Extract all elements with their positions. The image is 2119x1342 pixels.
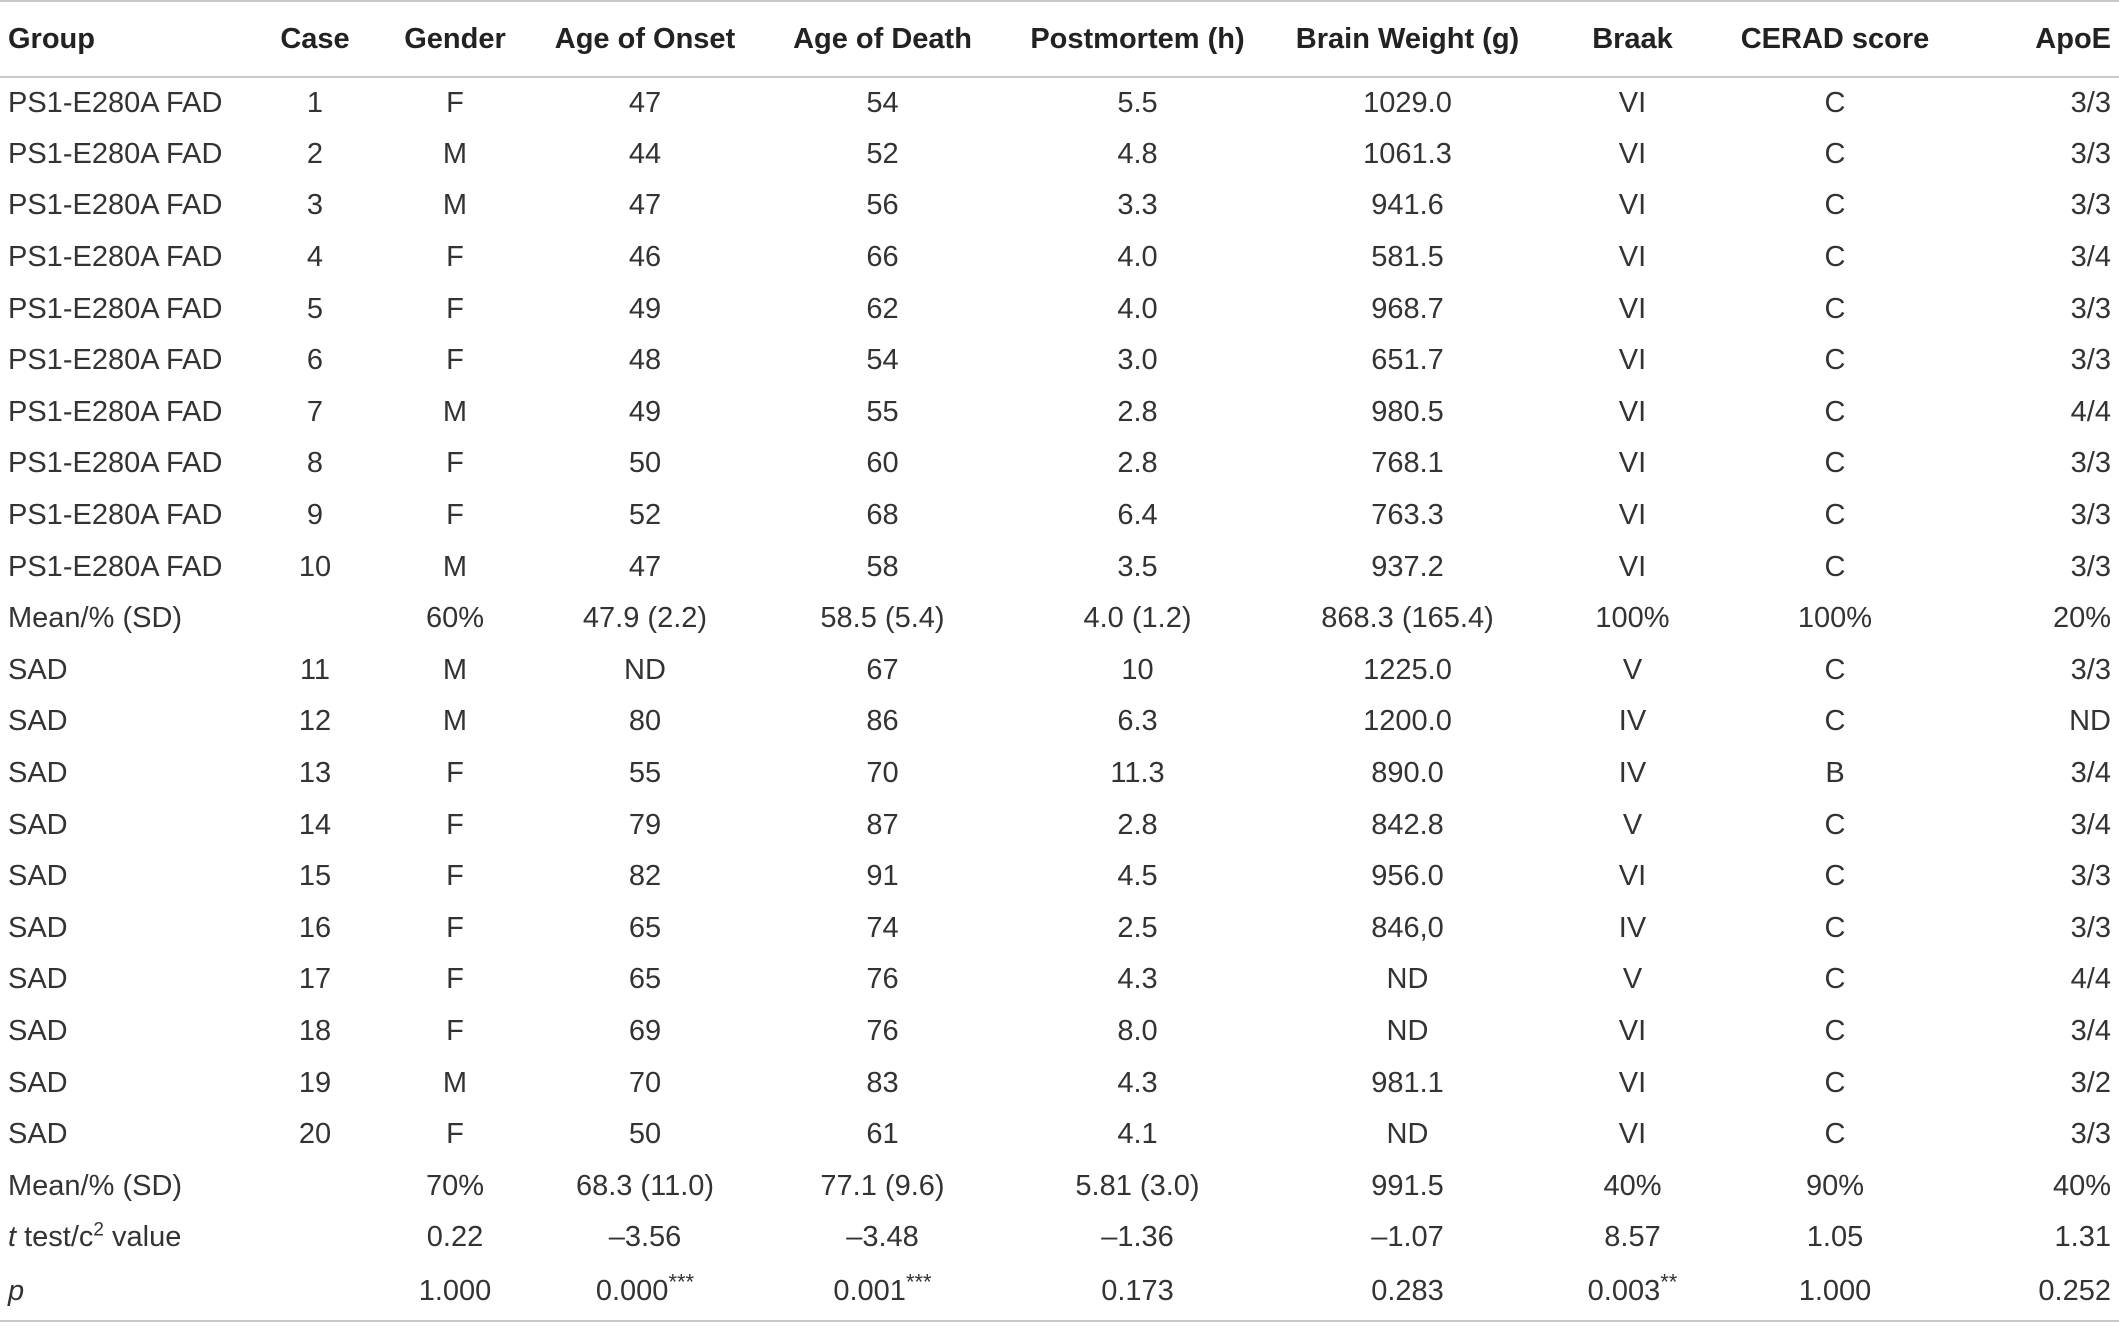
cell-apoe: 3/3: [2070, 550, 2111, 583]
cell-postmortem: 6.3: [1117, 705, 1158, 738]
p-value: 0.001: [833, 1275, 906, 1308]
cell-postmortem: 4.0: [1117, 241, 1158, 274]
p-value: 1.000: [1798, 1275, 1872, 1308]
cell-brain-weight: 651.7: [1371, 344, 1444, 377]
cell-age-of-death: 76: [866, 1014, 899, 1047]
cell-braak: V: [1622, 963, 1643, 996]
stat-row-label: [0, 1212, 250, 1264]
cell-brain-weight: 763.3: [1371, 499, 1444, 532]
table-row: [0, 180, 2119, 232]
cell-age-of-death: 61: [866, 1118, 899, 1151]
cell-braak: VI: [1618, 344, 1647, 377]
cell-apoe: 3/3: [2070, 137, 2111, 170]
stat-cell: –3.48: [846, 1221, 919, 1254]
stat-label-text: test/c: [16, 1221, 94, 1254]
cell-case: 6: [306, 344, 324, 377]
cell-braak: 100%: [1595, 602, 1670, 635]
cell-postmortem: 2.8: [1117, 447, 1158, 480]
cell-age-of-onset: 55: [628, 757, 662, 790]
cell-brain-weight: 768.1: [1371, 447, 1444, 480]
p-value: 0.000: [595, 1275, 669, 1308]
cell-brain-weight: 980.5: [1371, 395, 1444, 428]
p-cell: [760, 1264, 1005, 1321]
cell-gender: F: [446, 911, 464, 944]
cell-apoe: 4/4: [2070, 395, 2111, 428]
stat-label-tail: value: [104, 1221, 182, 1254]
cell-cerad-score: C: [1824, 1014, 1846, 1047]
cell-postmortem: 8.0: [1117, 1014, 1158, 1047]
cell-gender: F: [446, 757, 464, 790]
significance-mark: **: [1660, 1269, 1678, 1295]
column-header-gender: Gender: [380, 1, 530, 77]
cell-gender: F: [446, 963, 464, 996]
cell-age-of-death: 55: [866, 395, 899, 428]
cell-age-of-death: 66: [866, 241, 899, 274]
cell-group: SAD: [8, 1014, 68, 1047]
cell-cerad-score: C: [1824, 292, 1846, 325]
cell-gender: M: [442, 653, 468, 686]
column-header-age-of-death: Age of Death: [760, 1, 1005, 77]
cell-gender: F: [446, 241, 464, 274]
cell-cerad-score: C: [1824, 1066, 1846, 1099]
summary-row: [0, 593, 2119, 645]
cell-apoe: 4/4: [2070, 963, 2111, 996]
cell-age-of-onset: 47: [628, 189, 662, 222]
column-header-braak: Braak: [1545, 1, 1720, 77]
cell-brain-weight: 846,0: [1371, 911, 1444, 944]
cell-age-of-death: 74: [866, 911, 899, 944]
cell-apoe: 3/3: [2070, 86, 2111, 119]
cell-age-of-death: 67: [866, 653, 899, 686]
table-row: [0, 645, 2119, 697]
cell-age-of-onset: 48: [628, 344, 662, 377]
cell-group: PS1-E280A FAD: [8, 292, 223, 325]
cell-postmortem: 2.8: [1117, 395, 1158, 428]
cell-braak: IV: [1618, 705, 1647, 738]
cell-gender: F: [446, 344, 464, 377]
cell-group: SAD: [8, 963, 68, 996]
cell-age-of-onset: 70: [628, 1066, 662, 1099]
cell-cerad-score: C: [1824, 860, 1846, 893]
cell-apoe: ND: [2069, 705, 2111, 738]
cell-group: PS1-E280A FAD: [8, 137, 223, 170]
cell-braak: VI: [1618, 189, 1647, 222]
cell-cerad-score: C: [1824, 705, 1846, 738]
cell-age-of-death: 60: [866, 447, 899, 480]
cell-gender: M: [442, 137, 468, 170]
cell-braak: VI: [1618, 1014, 1647, 1047]
cell-age-of-onset: 47: [628, 550, 662, 583]
cell-case: 11: [299, 653, 331, 686]
cell-cerad-score: C: [1824, 137, 1846, 170]
cell-group: PS1-E280A FAD: [8, 499, 223, 532]
cell-braak: VI: [1618, 499, 1647, 532]
p-value: 0.003: [1587, 1275, 1661, 1308]
p-value: 0.283: [1371, 1275, 1444, 1308]
cell-case: 14: [298, 808, 332, 841]
p-value: 1.000: [418, 1275, 492, 1308]
cell-postmortem: 4.3: [1117, 963, 1158, 996]
cell-age-of-death: 70: [866, 757, 899, 790]
p-cell: [380, 1264, 530, 1321]
cell-age-of-death: 77.1 (9.6): [820, 1169, 945, 1202]
cell-braak: V: [1622, 653, 1643, 686]
cell-gender: 70%: [425, 1169, 485, 1202]
cell-group: PS1-E280A FAD: [8, 86, 223, 119]
cell-postmortem: 6.4: [1117, 499, 1158, 532]
cell-age-of-death: 62: [866, 292, 899, 325]
cell-cerad-score: C: [1824, 86, 1846, 119]
cell-case: 5: [306, 292, 324, 325]
cell-age-of-death: 54: [866, 86, 899, 119]
cell-case: 19: [298, 1066, 332, 1099]
cell-case: 2: [306, 137, 324, 170]
cell-braak: VI: [1618, 550, 1647, 583]
cell-case: [250, 593, 380, 645]
cell-group: PS1-E280A FAD: [8, 550, 223, 583]
table-row: [0, 438, 2119, 490]
cell-cerad-score: C: [1824, 241, 1846, 274]
cell-apoe: 3/3: [2070, 911, 2111, 944]
table-row: [0, 541, 2119, 593]
cell-gender: F: [446, 860, 464, 893]
cell-cerad-score: B: [1825, 757, 1845, 790]
table-row: [0, 232, 2119, 284]
cell-age-of-death: 52: [866, 137, 899, 170]
cell-cerad-score: C: [1824, 963, 1846, 996]
cell-age-of-death: 58: [866, 550, 899, 583]
cell-brain-weight: 968.7: [1371, 292, 1444, 325]
cell-gender: F: [446, 447, 464, 480]
cell-age-of-death: 83: [866, 1066, 899, 1099]
cell-cerad-score: C: [1824, 808, 1846, 841]
table-row: [0, 1006, 2119, 1058]
cell-gender: M: [442, 1066, 468, 1099]
cell-braak: V: [1622, 808, 1643, 841]
cell-apoe: 40%: [2052, 1169, 2111, 1202]
column-header-cerad-score: CERAD score: [1720, 1, 1950, 77]
cell-case: 16: [298, 911, 332, 944]
cell-brain-weight: 937.2: [1371, 550, 1444, 583]
cell-case: 10: [298, 550, 332, 583]
cell-apoe: 3/3: [2070, 292, 2111, 325]
column-header-case: Case: [250, 1, 380, 77]
p-cell: [1950, 1264, 2119, 1321]
cell-gender: M: [442, 705, 468, 738]
summary-row: [0, 1160, 2119, 1212]
cell-case: 8: [306, 447, 324, 480]
table-row: [0, 283, 2119, 335]
cell-braak: VI: [1618, 137, 1647, 170]
cell-apoe: 3/3: [2070, 860, 2111, 893]
table-row: [0, 748, 2119, 800]
cell-gender: M: [442, 189, 468, 222]
table-row: [0, 77, 2119, 129]
cell-gender: M: [442, 395, 468, 428]
cell-apoe: 20%: [2052, 602, 2111, 635]
table-header-row: [0, 1, 2119, 77]
cell-brain-weight: 991.5: [1371, 1169, 1444, 1202]
p-value: 0.252: [2038, 1275, 2111, 1308]
cell-group: Mean/% (SD): [8, 1169, 183, 1202]
cell-group: PS1-E280A FAD: [8, 189, 223, 222]
cell-postmortem: 11.3: [1110, 757, 1165, 790]
cell-postmortem: 3.0: [1117, 344, 1158, 377]
cell-age-of-onset: 79: [628, 808, 662, 841]
stat-cell: 1.31: [2054, 1221, 2111, 1254]
cell-age-of-onset: 80: [628, 705, 662, 738]
cell-brain-weight: 981.1: [1371, 1066, 1444, 1099]
cell-age-of-death: 58.5 (5.4): [820, 602, 945, 635]
cell-group: PS1-E280A FAD: [8, 241, 223, 274]
cell-brain-weight: 956.0: [1371, 860, 1444, 893]
cell-age-of-death: 76: [866, 963, 899, 996]
cell-cerad-score: C: [1824, 653, 1846, 686]
cell-postmortem: 4.0: [1117, 292, 1158, 325]
cell-cerad-score: C: [1824, 1118, 1846, 1151]
cell-brain-weight: 1225.0: [1363, 653, 1452, 686]
cell-age-of-onset: 52: [628, 499, 662, 532]
cell-gender: 60%: [425, 602, 485, 635]
cell-brain-weight: 890.0: [1371, 757, 1444, 790]
cell-apoe: 3/4: [2070, 757, 2111, 790]
table-row: [0, 129, 2119, 181]
cell-braak: 40%: [1603, 1169, 1662, 1202]
cell-apoe: 3/3: [2070, 189, 2111, 222]
cell-cerad-score: C: [1824, 911, 1846, 944]
cell-case: 9: [306, 499, 324, 532]
cell-case: 20: [298, 1118, 332, 1151]
cell-age-of-death: 86: [866, 705, 899, 738]
cell-postmortem: 5.81 (3.0): [1075, 1169, 1200, 1202]
cell-age-of-death: 68: [866, 499, 899, 532]
cell-apoe: 3/3: [2070, 653, 2111, 686]
stat-cell: –1.36: [1101, 1221, 1174, 1254]
cell-group: SAD: [8, 860, 68, 893]
cell-gender: F: [446, 1118, 464, 1151]
cell-age-of-death: 54: [866, 344, 899, 377]
cell-postmortem: 2.8: [1117, 808, 1158, 841]
table-row: [0, 799, 2119, 851]
cell-age-of-onset: 68.3 (11.0): [575, 1169, 715, 1202]
cell-gender: F: [446, 499, 464, 532]
cell-age-of-death: 87: [866, 808, 899, 841]
column-header-age-of-onset: Age of Onset: [530, 1, 760, 77]
cell-braak: VI: [1618, 241, 1647, 274]
cell-case: 7: [306, 395, 324, 428]
p-cell: [1270, 1264, 1545, 1321]
cell-cerad-score: 100%: [1797, 602, 1873, 635]
cell-group: PS1-E280A FAD: [8, 344, 223, 377]
stat-cell: 8.57: [1604, 1221, 1661, 1254]
cell-braak: VI: [1618, 860, 1647, 893]
cell-brain-weight: 581.5: [1371, 241, 1444, 274]
cell-braak: IV: [1618, 911, 1647, 944]
stat-label-superscript: 2: [93, 1219, 104, 1241]
cell-group: PS1-E280A FAD: [8, 395, 223, 428]
cell-brain-weight: 1029.0: [1363, 86, 1452, 119]
cell-age-of-onset: 82: [628, 860, 662, 893]
cell-case: 3: [306, 189, 324, 222]
cell-apoe: 3/3: [2070, 447, 2111, 480]
cell-group: SAD: [8, 757, 68, 790]
stat-row: [0, 1212, 2119, 1264]
cell-postmortem: 4.5: [1117, 860, 1158, 893]
cell-age-of-onset: 49: [628, 292, 662, 325]
table-body: [0, 77, 2119, 1321]
cell-group: SAD: [8, 808, 68, 841]
cell-case: 12: [298, 705, 332, 738]
cell-cerad-score: C: [1824, 447, 1846, 480]
stat-label-t: t: [8, 1221, 17, 1254]
cell-age-of-onset: 49: [628, 395, 662, 428]
table-row: [0, 851, 2119, 903]
cell-postmortem: 2.5: [1117, 911, 1158, 944]
cell-gender: M: [442, 550, 468, 583]
cell-group: PS1-E280A FAD: [8, 447, 223, 480]
cell-postmortem: 10: [1121, 653, 1154, 686]
cell-brain-weight: 842.8: [1371, 808, 1444, 841]
cell-brain-weight: 941.6: [1371, 189, 1444, 222]
cell-postmortem: 4.0 (1.2): [1083, 602, 1192, 635]
cell-age-of-onset: 46: [628, 241, 662, 274]
cell-postmortem: 4.3: [1117, 1066, 1158, 1099]
cell-age-of-onset: ND: [624, 653, 666, 686]
cell-group: SAD: [8, 1118, 68, 1151]
cell-brain-weight: 868.3 (165.4): [1321, 602, 1494, 635]
cell-group: SAD: [8, 705, 68, 738]
cell-braak: VI: [1618, 86, 1647, 119]
cell-group: SAD: [8, 911, 68, 944]
cell-age-of-onset: 47.9 (2.2): [582, 602, 708, 635]
cell-apoe: 3/4: [2070, 241, 2111, 274]
cell-case: 13: [298, 757, 332, 790]
p-cell: [250, 1264, 380, 1321]
cell-gender: F: [446, 1014, 464, 1047]
stat-cell: –3.56: [608, 1221, 682, 1254]
table-row: [0, 490, 2119, 542]
significance-mark: ***: [668, 1269, 695, 1295]
stat-cell: 1.05: [1806, 1221, 1864, 1254]
table-row: [0, 954, 2119, 1006]
cell-case: 17: [298, 963, 332, 996]
p-cell: [1005, 1264, 1270, 1321]
p-cell: [1545, 1264, 1720, 1321]
cell-apoe: 3/3: [2070, 1118, 2111, 1151]
cell-apoe: 3/3: [2070, 344, 2111, 377]
cell-gender: F: [446, 292, 464, 325]
cell-age-of-onset: 50: [628, 447, 662, 480]
cell-case: 15: [298, 860, 332, 893]
p-row-label: p: [0, 1264, 250, 1321]
cell-cerad-score: C: [1824, 550, 1846, 583]
cell-brain-weight: ND: [1386, 1118, 1429, 1151]
significance-mark: ***: [905, 1269, 932, 1295]
cell-age-of-onset: 47: [628, 86, 662, 119]
column-header-group: Group: [0, 1, 250, 77]
cell-apoe: 3/3: [2070, 499, 2111, 532]
column-header-apoe: ApoE: [1950, 1, 2119, 77]
stat-cell: 0.22: [426, 1221, 484, 1254]
cell-age-of-death: 91: [866, 860, 899, 893]
cell-braak: VI: [1618, 292, 1647, 325]
table-row: [0, 1109, 2119, 1161]
cell-postmortem: 3.5: [1117, 550, 1158, 583]
stat-cell: [250, 1212, 380, 1264]
cell-apoe: 3/2: [2070, 1066, 2111, 1099]
table-row: [0, 387, 2119, 439]
p-value-row: [0, 1264, 2119, 1321]
cell-braak: VI: [1618, 1118, 1647, 1151]
cell-case: 18: [298, 1014, 332, 1047]
cell-braak: VI: [1618, 395, 1647, 428]
cell-apoe: 3/4: [2070, 1014, 2111, 1047]
cell-age-of-onset: 50: [628, 1118, 662, 1151]
cell-group: Mean/% (SD): [8, 602, 183, 635]
column-header-brain-weight: Brain Weight (g): [1270, 1, 1545, 77]
cell-case: 4: [306, 241, 324, 274]
p-cell: [1720, 1264, 1950, 1321]
cell-brain-weight: 1200.0: [1363, 705, 1452, 738]
cell-gender: F: [446, 86, 464, 119]
cell-postmortem: 3.3: [1117, 189, 1158, 222]
cell-group: SAD: [8, 1066, 68, 1099]
p-cell: [530, 1264, 760, 1321]
cell-group: SAD: [8, 653, 68, 686]
cell-postmortem: 4.8: [1117, 137, 1158, 170]
cell-cerad-score: C: [1824, 499, 1846, 532]
table-row: [0, 1057, 2119, 1109]
table-row: [0, 903, 2119, 955]
cell-brain-weight: 1061.3: [1363, 137, 1452, 170]
cell-gender: F: [446, 808, 464, 841]
cell-apoe: 3/4: [2070, 808, 2111, 841]
cell-cerad-score: C: [1824, 189, 1846, 222]
cell-cerad-score: C: [1824, 395, 1846, 428]
cell-braak: IV: [1618, 757, 1647, 790]
column-header-postmortem: Postmortem (h): [1005, 1, 1270, 77]
cell-age-of-onset: 65: [628, 911, 662, 944]
cell-postmortem: 4.1: [1117, 1118, 1158, 1151]
cell-age-of-onset: 65: [628, 963, 662, 996]
cell-case: 1: [306, 86, 324, 119]
cell-age-of-death: 56: [866, 189, 899, 222]
table-row: [0, 696, 2119, 748]
cell-cerad-score: C: [1824, 344, 1846, 377]
cell-braak: VI: [1618, 1066, 1647, 1099]
cell-age-of-onset: 69: [628, 1014, 662, 1047]
cell-cerad-score: 90%: [1805, 1169, 1865, 1202]
cell-brain-weight: ND: [1386, 963, 1429, 996]
cell-case: [250, 1160, 380, 1212]
p-value: 0.173: [1101, 1275, 1174, 1308]
cell-braak: VI: [1618, 447, 1647, 480]
cell-brain-weight: ND: [1386, 1014, 1429, 1047]
cell-age-of-onset: 44: [628, 137, 662, 170]
stat-cell: –1.07: [1371, 1221, 1444, 1254]
table-row: [0, 335, 2119, 387]
cell-postmortem: 5.5: [1117, 86, 1158, 119]
